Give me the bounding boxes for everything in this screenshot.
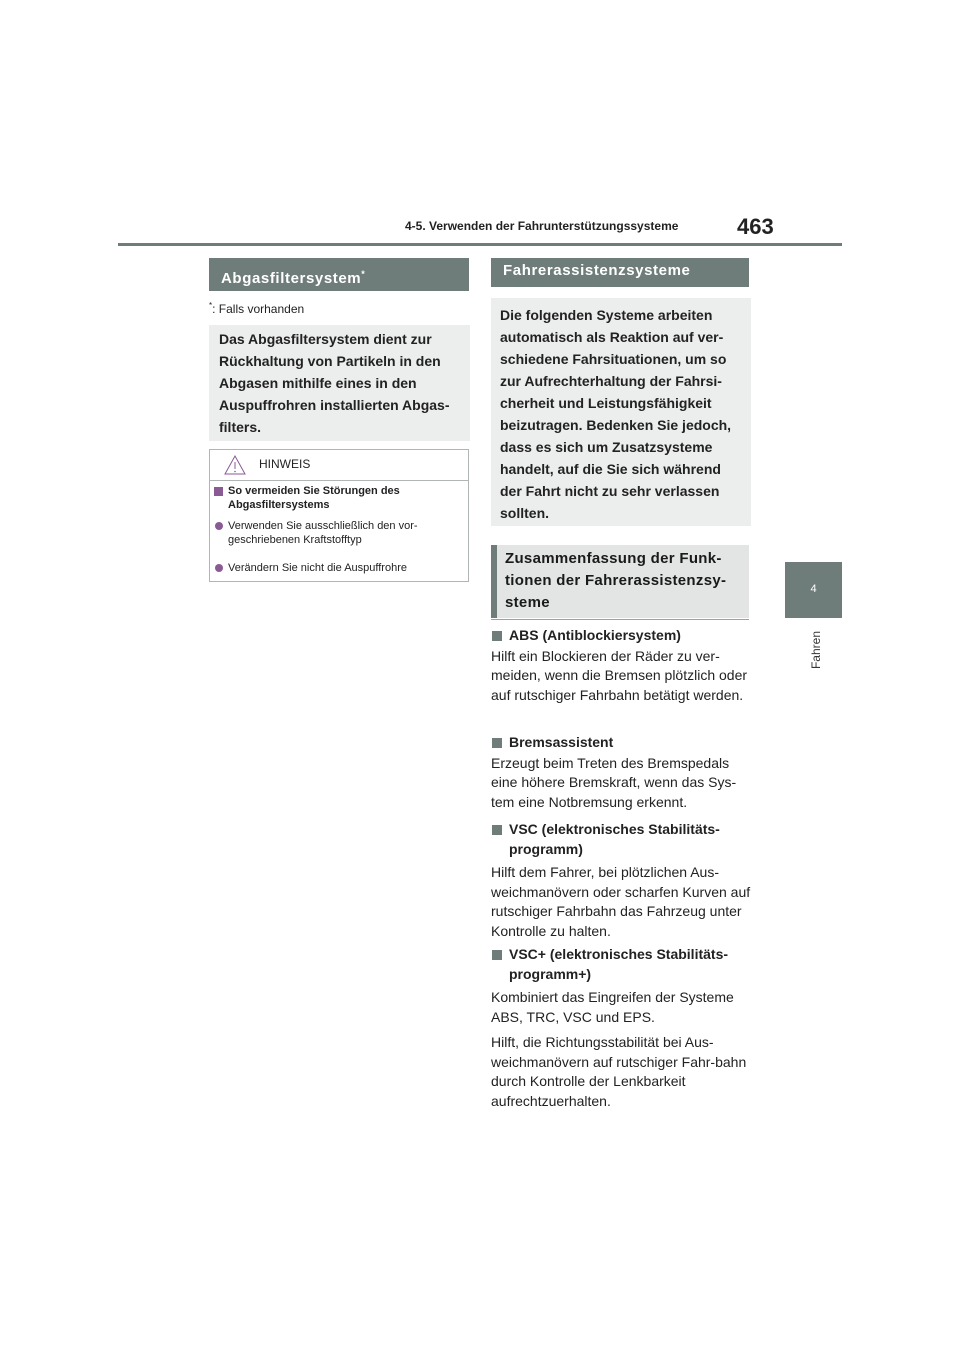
caution-label: HINWEIS <box>259 457 311 471</box>
heading-text: Abgasfiltersystem <box>221 270 362 287</box>
intro-box-right: Die folgenden Systeme arbeiten automatisch als Reaktion auf ver-schiedene Fahrsituationen, um so zur Aufrechterhaltung der Fahrsi-cherheit und Leistungsfähigkeit beizutragen. Bedenken Sie jedoch, dass es sich um Zusatzsysteme handelt, auf die Sie sich während der Fahrt nicht zu sehr verlassen sollten. <box>491 298 751 526</box>
dot-bullet-icon <box>215 564 223 572</box>
caution-item-text: Verändern Sie nicht die Auspuffrohre <box>228 562 407 574</box>
caution-heading-item <box>214 484 458 512</box>
system-description: Hilft dem Fahrer, bei plötzlichen Aus-weichmanövern oder scharfen Kurven auf rutschiger Fahrbahn das Fahrzeug unter Kontrolle zu halten. <box>491 864 751 939</box>
system-title <box>491 820 751 859</box>
summary-rule <box>491 619 749 620</box>
page-number: 463 <box>737 214 774 239</box>
square-bullet-icon <box>492 631 502 641</box>
system-abs <box>491 626 751 705</box>
summary-heading: Zusammenfassung der Funk-tionen der Fahrerassistenzsy-steme <box>505 550 727 611</box>
square-bullet-icon <box>492 738 502 748</box>
square-bullet-icon <box>492 825 502 835</box>
caution-list-item <box>214 561 458 575</box>
footnote-marker: * <box>209 301 213 310</box>
system-description: Hilft, die Richtungsstabilität bei Aus-weichmanövern auf rutschiger Fahr-bahn durch Kontrolle der Lenkbarkeit aufrechtzuerhalten. <box>491 1034 747 1109</box>
square-bullet-icon <box>214 487 223 496</box>
heading-abgasfiltersystem <box>209 258 469 291</box>
system-vsc <box>491 820 751 941</box>
system-title-text: Bremsassistent <box>509 734 614 750</box>
header-rule <box>118 243 842 246</box>
system-bremsassistent <box>491 733 751 812</box>
system-description: Erzeugt beim Treten des Bremspedals eine höhere Bremskraft, wenn das Sys-tem eine Notbremsung erkennt. <box>491 754 737 810</box>
chapter-label-wrap <box>803 627 823 687</box>
heading-marker: * <box>361 269 366 279</box>
heading-fahrerassistenzsysteme: Fahrerassistenzsysteme <box>491 258 749 287</box>
system-description: Hilft ein Blockieren der Räder zu ver-meiden, wenn die Bremsen plötzlich oder auf rutschiger Fahrbahn betätigt werden. <box>491 647 748 703</box>
chapter-number: 4 <box>810 583 817 595</box>
system-title <box>491 626 751 646</box>
caution-header <box>210 450 468 481</box>
caution-item-text: Verwenden Sie ausschließlich den vor-geschriebenen Kraftstofftyp <box>228 520 418 546</box>
dot-bullet-icon <box>215 522 223 530</box>
section-title: 4-5. Verwenden der Fahrunterstützungssysteme <box>405 219 679 233</box>
intro-box-left: Das Abgasfiltersystem dient zur Rückhaltung von Partikeln in den Abgasen mithilfe eines in den Auspuffrohren installierten Abgas-filters. <box>209 325 470 441</box>
system-title <box>491 945 751 984</box>
chapter-label: Fahren <box>809 631 823 670</box>
system-title-text: ABS (Antiblockiersystem) <box>509 627 681 643</box>
footnote <box>209 301 304 316</box>
caution-heading: So vermeiden Sie Störungen des Abgasfiltersystems <box>228 485 400 511</box>
system-description: Kombiniert das Eingreifen der Systeme ABS, TRC, VSC und EPS. <box>491 989 734 1025</box>
warning-triangle-icon <box>224 455 246 475</box>
system-title-text: VSC (elektronisches Stabilitäts-programm) <box>509 821 720 857</box>
system-title-text: VSC+ (elektronisches Stabilitäts-programm+) <box>509 946 729 982</box>
square-bullet-icon <box>492 950 502 960</box>
system-vsc-plus <box>491 945 751 1111</box>
footnote-text: : Falls vorhanden <box>212 302 305 316</box>
caution-box <box>209 449 469 582</box>
caution-list-item <box>214 519 458 547</box>
system-title <box>491 733 751 753</box>
